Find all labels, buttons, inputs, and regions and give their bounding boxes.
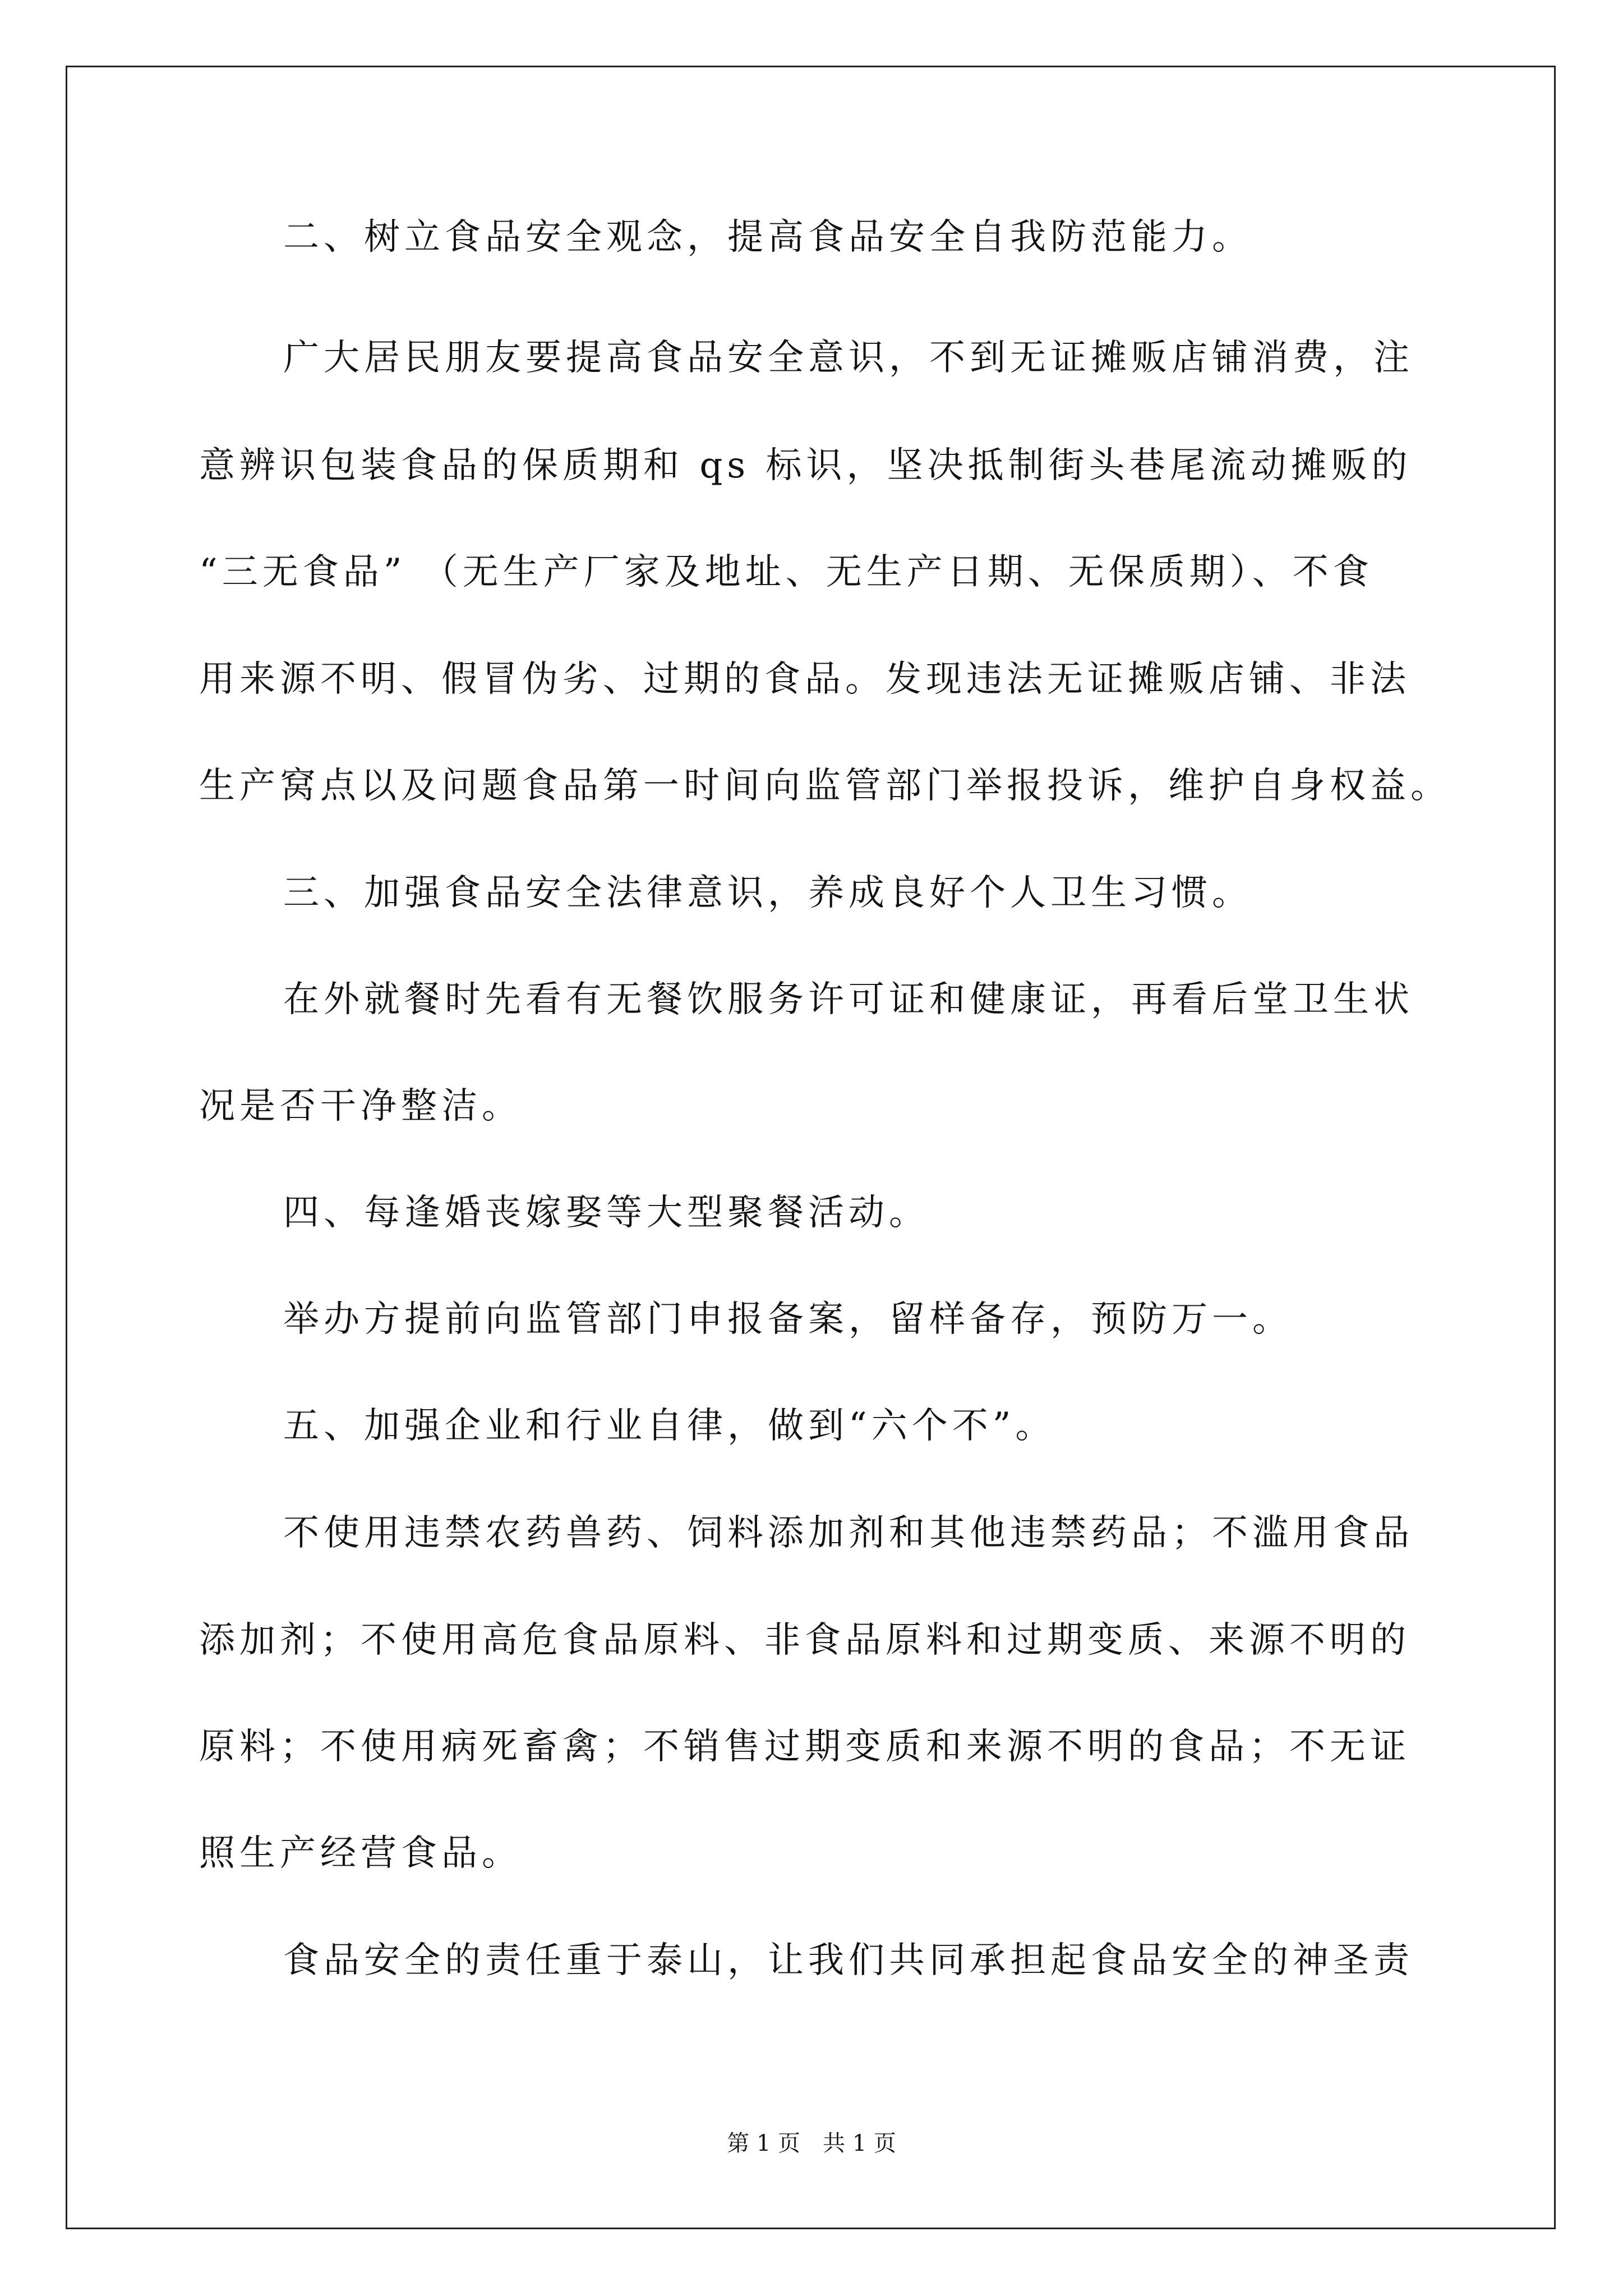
paragraph-line: 食品安全的责任重于泰山，让我们共同承担起食品安全的神圣责 xyxy=(283,1940,1414,1981)
paragraph-line: 意辨识包装食品的保质期和 qs 标识，坚决抵制街头巷尾流动摊贩的 xyxy=(199,445,1412,486)
paragraph-line: 照生产经营食品。 xyxy=(199,1833,522,1874)
paragraph-line: 不使用违禁农药兽药、饲料添加剂和其他违禁药品；不滥用食品 xyxy=(283,1512,1414,1554)
paragraph-line: 广大居民朋友要提高食品安全意识，不到无证摊贩店铺消费，注 xyxy=(283,337,1414,379)
paragraph-line: 添加剂；不使用高危食品原料、非食品原料和过期变质、来源不明的 xyxy=(199,1619,1410,1661)
paragraph-line: 生产窝点以及问题食品第一时间向监管部门举报投诉，维护自身权益。 xyxy=(199,765,1451,807)
page-number-footer: 第 1 页 共 1 页 xyxy=(727,2131,896,2156)
paragraph-line: “三无食品” （无生产厂家及地址、无生产日期、无保质期）、不食 xyxy=(199,551,1373,593)
heading-4: 四、每逢婚丧嫁娶等大型聚餐活动。 xyxy=(283,1192,929,1234)
page-border xyxy=(66,66,1556,2229)
paragraph-line: 况是否干净整洁。 xyxy=(199,1085,522,1127)
paragraph-line: 举办方提前向监管部门申报备案，留样备存，预防万一。 xyxy=(283,1299,1293,1340)
paragraph-line: 原料；不使用病死畜禽；不销售过期变质和来源不明的食品；不无证 xyxy=(199,1726,1410,1768)
heading-5: 五、加强企业和行业自律，做到“六个不”。 xyxy=(283,1405,1056,1447)
paragraph-line: 用来源不明、假冒伪劣、过期的食品。发现违法无证摊贩店铺、非法 xyxy=(199,659,1410,700)
heading-3: 三、加强食品安全法律意识，养成良好个人卫生习惯。 xyxy=(283,872,1252,914)
paragraph-line: 在外就餐时先看有无餐饮服务许可证和健康证，再看后堂卫生状 xyxy=(283,979,1414,1020)
heading-2: 二、树立食品安全观念，提高食品安全自我防范能力。 xyxy=(283,217,1252,258)
